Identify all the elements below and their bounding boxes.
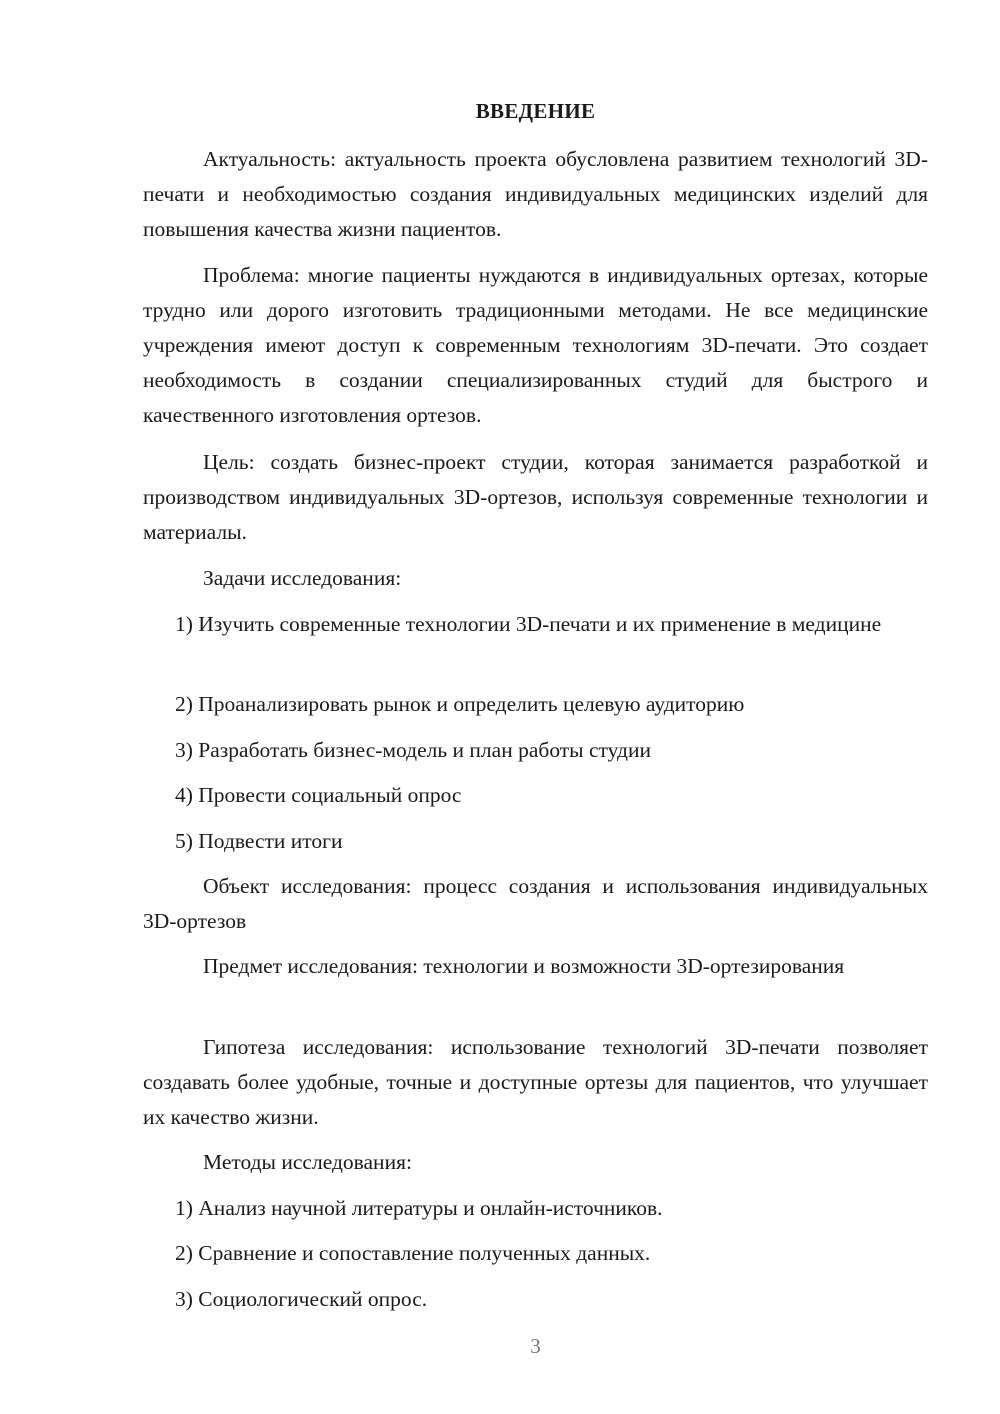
- section-title: ВВЕДЕНИЕ: [475, 99, 596, 123]
- list-item-task-1: 1) Изучить современные технологии 3D-печати и их применение в медицине: [175, 612, 882, 636]
- paragraph-relevance: Актуальность: актуальность проекта обусловлена развитием технологий 3D-печати и необходимостью создания индивидуальных медицинских изделий для повышения качества жизни пациентов.: [143, 147, 928, 241]
- list-item-task-4: 4) Провести социальный опрос: [175, 783, 462, 807]
- page-number: 3: [530, 1334, 541, 1358]
- paragraph-object: Объект исследования: процесс создания и использования индивидуальных 3D-ортезов: [143, 874, 928, 933]
- paragraph-problem: Проблема: многие пациенты нуждаются в индивидуальных ортезах, которые трудно или дорого изготовить традиционными методами. Не все медицинские учреждения имеют доступ к современным технологиям 3D-печати. Это создает необходимость в создании специализированных студий для быстрого и качественного изготовления ортезов.: [143, 263, 928, 427]
- paragraph-goal: Цель: создать бизнес-проект студии, которая занимается разработкой и производством индивидуальных 3D-ортезов, используя современные технологии и материалы.: [143, 450, 928, 544]
- list-item-method-2: 2) Сравнение и сопоставление полученных данных.: [175, 1241, 651, 1265]
- paragraph-subject: Предмет исследования: технологии и возможности 3D-ортезирования: [203, 954, 845, 978]
- document-page: [143, 0, 928, 1414]
- paragraph-methods-heading: Методы исследования:: [203, 1150, 412, 1174]
- list-item-task-3: 3) Разработать бизнес-модель и план работы студии: [175, 738, 652, 762]
- list-item-task-2: 2) Проанализировать рынок и определить целевую аудиторию: [175, 692, 745, 716]
- list-item-method-3: 3) Социологический опрос.: [175, 1287, 428, 1311]
- list-item-task-5: 5) Подвести итоги: [175, 829, 343, 853]
- paragraph-hypothesis: Гипотеза исследования: использование технологий 3D-печати позволяет создавать более удобные, точные и доступные ортезы для пациентов, что улучшает их качество жизни.: [143, 1035, 928, 1129]
- paragraph-tasks-heading: Задачи исследования:: [203, 566, 402, 590]
- list-item-method-1: 1) Анализ научной литературы и онлайн-источников.: [175, 1196, 663, 1220]
